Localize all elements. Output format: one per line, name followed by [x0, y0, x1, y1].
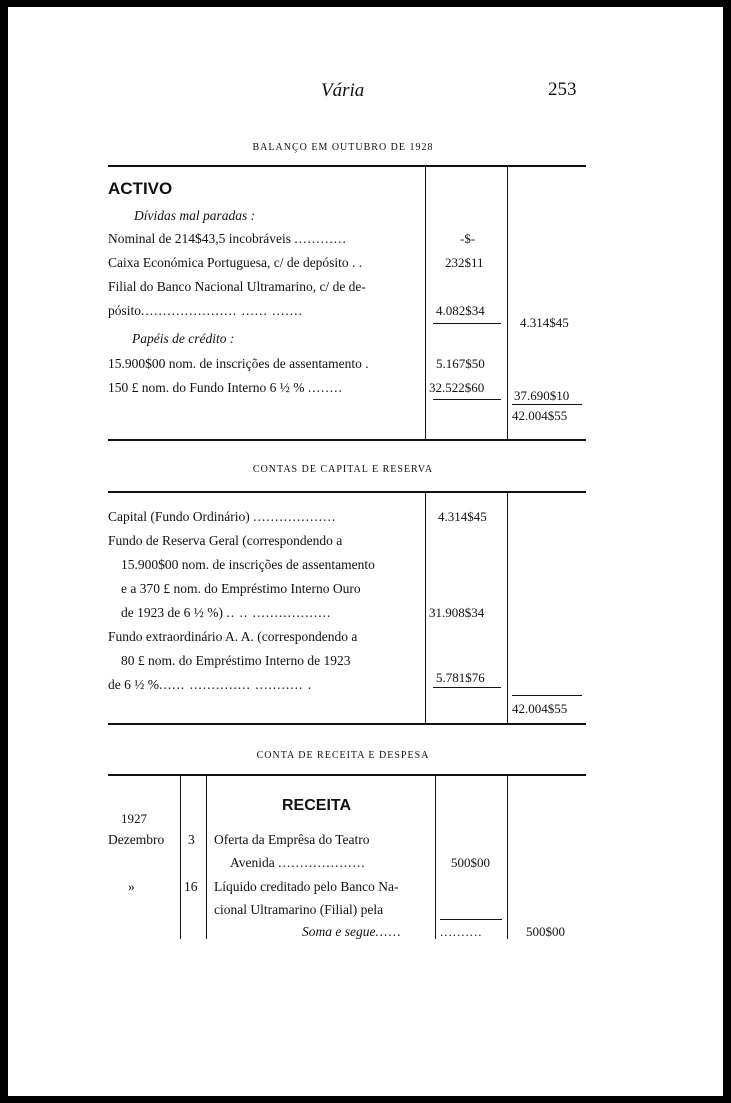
contas-reserva-line3: e a 370 £ nom. do Empréstimo Interno Ouro: [121, 581, 361, 596]
balanco-bottom-rule: [108, 439, 586, 441]
page: [8, 7, 723, 1096]
receita-column-divider-2: [507, 776, 508, 939]
papeis-label: Papéis de crédito :: [132, 331, 235, 346]
total-rule: [512, 404, 582, 405]
balanco-row-filial-line2: [108, 303, 303, 319]
contas-column-divider-1: [425, 493, 426, 723]
leader-dots: ............: [294, 231, 347, 246]
entry1-line2: [230, 855, 366, 871]
row-text: de 6 ½ %: [108, 677, 159, 692]
leader-dots: ...................... ...... .......: [141, 303, 303, 318]
value-filial: 4.082$34: [436, 303, 485, 318]
subtotal-rule-1: [433, 323, 501, 324]
entry1-day: 3: [188, 832, 195, 847]
receita-column-divider-day: [206, 776, 207, 939]
value-fundo-interno: 32.522$60: [429, 380, 485, 395]
receita-year: 1927: [121, 811, 147, 826]
contas-reserva-line2: 15.900$00 nom. de inscrições de assentamento: [121, 557, 375, 572]
contas-top-rule: [108, 491, 586, 493]
balanco-column-divider-2: [507, 167, 508, 439]
balanco-column-divider-1: [425, 167, 426, 439]
entry2-line2: cional Ultramarino (Filial) pela: [214, 902, 384, 917]
activo-heading: ACTIVO: [108, 179, 173, 198]
balanco-top-rule: [108, 165, 586, 167]
balanco-row-caixa: Caixa Económica Portuguesa, c/ de depósito . .: [108, 255, 363, 270]
balanco-caption: BALANÇO EM OUTUBRO DE 1928: [252, 142, 434, 153]
subtotal-papeis: 37.690$10: [514, 388, 570, 403]
leader-dots: ...................: [253, 509, 337, 524]
balanco-row-inscricoes: 15.900$00 nom. de inscrições de assentamento .: [108, 356, 369, 371]
leader-dots: ......: [375, 924, 402, 939]
soma-value: 500$00: [526, 924, 565, 939]
entry2-line1: Líquido creditado pelo Banco Na-: [214, 879, 399, 894]
value-inscricoes: 5.167$50: [436, 356, 485, 371]
balanco-total: 42.004$55: [512, 408, 568, 423]
contas-total-rule: [512, 695, 582, 696]
subtotal-rule-2: [433, 399, 501, 400]
running-header-title: Vária: [321, 80, 365, 101]
balanco-row-nominal: [108, 231, 347, 247]
soma-leader-dots: ..........: [440, 924, 483, 939]
row-text: Capital (Fundo Ordinário): [108, 509, 250, 524]
contas-extraordinario-line3: [108, 677, 312, 693]
receita-heading: RECEITA: [282, 797, 352, 814]
leader-dots: ...... .............. ........... .: [159, 677, 313, 692]
contas-extraordinario-line1: Fundo extraordinário A. A. (correspondendo a: [108, 629, 358, 644]
contas-reserva-line1: Fundo de Reserva Geral (correspondendo a: [108, 533, 343, 548]
row-text: Nominal de 214$43,5 incobráveis: [108, 231, 291, 246]
receita-caption: CONTA DE RECEITA E DESPESA: [256, 750, 430, 761]
receita-month: Dezembro: [108, 832, 165, 847]
leader-dots: ....................: [278, 855, 366, 870]
page-number: 253: [548, 79, 577, 100]
entry1-value: 500$00: [451, 855, 490, 870]
value-extraordinario: 5.781$76: [436, 670, 485, 685]
contas-caption: CONTAS DE CAPITAL E RESERVA: [252, 464, 434, 475]
contas-bottom-rule: [108, 723, 586, 725]
contas-column-divider-2: [507, 493, 508, 723]
value-caixa: 232$11: [445, 255, 484, 270]
leader-dots: ........: [307, 380, 343, 395]
value-reserva: 31.908$34: [429, 605, 485, 620]
entry1-line1: Oferta da Emprêsa do Teatro: [214, 832, 370, 847]
contas-capital: [108, 509, 336, 525]
contas-reserva-line4: [121, 605, 331, 621]
entry2-day: 16: [184, 879, 198, 894]
contas-subtotal-rule: [433, 687, 501, 688]
value-nominal: -$-: [460, 231, 476, 246]
row-text: Avenida: [230, 855, 275, 870]
receita-column-divider-1: [435, 776, 436, 939]
row-text: pósito: [108, 303, 142, 318]
balanco-row-fundo-interno: [108, 380, 343, 396]
soma-label: Soma e segue: [302, 924, 376, 939]
balanco-row-filial-line1: Filial do Banco Nacional Ultramarino, c/ de de-: [108, 279, 366, 294]
soma-rule: [440, 919, 502, 920]
entry2-ditto: »: [128, 879, 135, 894]
soma-row: [302, 924, 402, 940]
subtotal-dividas: 4.314$45: [520, 315, 569, 330]
contas-total: 42.004$55: [512, 701, 568, 716]
dividas-label: Dívidas mal paradas :: [134, 208, 256, 223]
contas-extraordinario-line2: 80 £ nom. do Empréstimo Interno de 1923: [121, 653, 351, 668]
receita-column-divider-date: [180, 776, 181, 939]
value-capital: 4.314$45: [438, 509, 487, 524]
row-text: de 1923 de 6 ½ %): [121, 605, 223, 620]
row-text: 150 £ nom. do Fundo Interno 6 ½ %: [108, 380, 305, 395]
leader-dots: .. .. ..................: [226, 605, 332, 620]
